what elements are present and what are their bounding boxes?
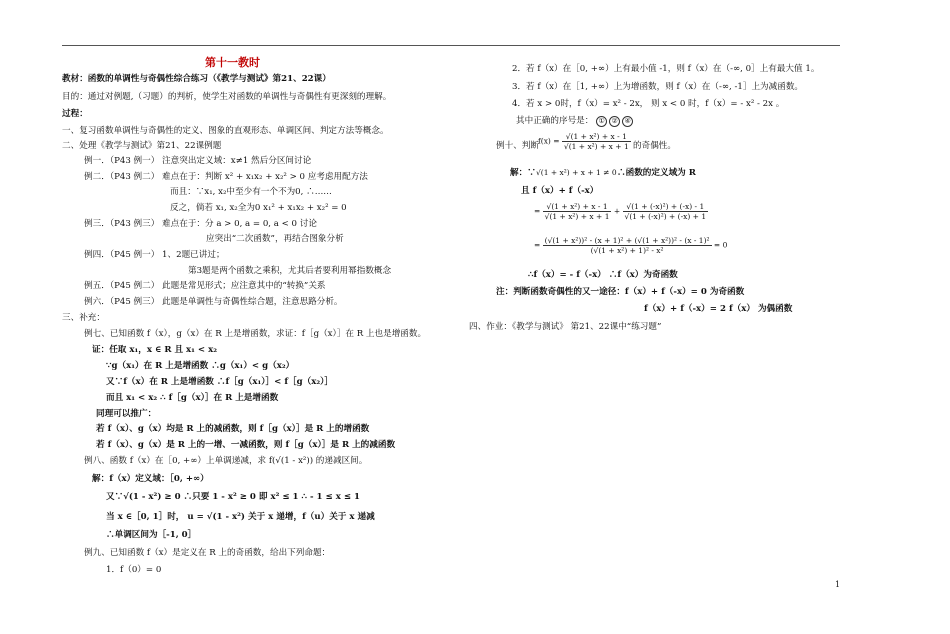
- line-purpose: 目的：通过对例题,（习题）的判析，使学生对函数的单调性与奇偶性有更深刻的理解。: [62, 92, 392, 102]
- sum-fraction-a: [543, 202, 612, 221]
- example-3-note: 应突出“二次函数”，再结合图象分析: [206, 234, 344, 244]
- note-odd: 注：判断函数奇偶性的又一途径：f（x）+ f（-x）= 0 为奇函数: [496, 287, 745, 297]
- example-10-label: 例十、判断: [496, 141, 539, 151]
- example-10-tail: 的奇偶性。: [633, 141, 676, 151]
- f-def: f(x) =: [538, 136, 562, 146]
- generalize: 同理可以推广：: [96, 409, 157, 419]
- example-4-note: 第3题是两个函数之乘积，尤其后者要利用幂指数概念: [188, 266, 392, 276]
- proof-step-1: ∵g（x₁）在 R 上是增函数 ∴g（x₁）< g（x₂）: [106, 361, 295, 371]
- example-7: 例七、已知函数 f（x），g（x）在 R 上是增函数，求证：f［g（x）］在 R 上也是增函数。: [84, 329, 427, 339]
- note-even: f（x）+ f（-x）= 2 f（x） 为偶函数: [644, 304, 793, 314]
- homework: 四、作业：《教学与测试》 第21、22课中“练习题”: [469, 322, 662, 332]
- answer-1: ①: [596, 116, 607, 127]
- example-4: 例四．（P45 例一） 1、2题已讲过；: [84, 250, 225, 260]
- line-section1: 一、复习函数单调性与奇偶性的定义、图象的直观形态、单调区间、判定方法等概念。: [62, 126, 389, 136]
- example-2: 例二．（P43 例二） 难点在于：判断 x² + x₁x₂ + x₂² > 0 应考虑用配方法: [84, 172, 368, 182]
- page-number: 1: [835, 580, 841, 589]
- header-rule: [62, 45, 840, 46]
- solution-10-start: 解：∵: [510, 168, 536, 178]
- proof-step-3: 而且 x₁ < x₂ ∴ f［g（x）］在 R 上是增函数: [106, 393, 279, 403]
- domain-statement: ∴函数的定义域为 R: [617, 168, 696, 178]
- combined-num: (√(1 + x²))² - (x + 1)² + (√(1 + x²))² - (x - 1)²: [544, 236, 710, 245]
- combined-fraction: [543, 236, 712, 255]
- example-6: 例六．（P45 例三） 此题是单调性与奇偶性综合题，注意思路分析。: [84, 297, 343, 307]
- solution-8-result: ∴单调区间为［-1, 0］: [106, 530, 197, 540]
- line-section2: 二、处理《教学与测试》第21、22课例题: [62, 141, 222, 151]
- example-9-item-2: 2．若 f（x）在［0, +∞）上有最小值 -1，则 f（x）在（-∞, 0］上有最大值 1。: [512, 64, 820, 74]
- sum-a-num: √(1 + x²) + x - 1: [543, 202, 612, 212]
- example-9-item-4: 4．若 x > 0时，f（x）= x² - 2x， 则 x < 0 时，f（x）= - x² - 2x 。: [512, 99, 785, 109]
- answer-4: ④: [622, 116, 633, 127]
- example-9-item-3: 3．若 f（x）在［1, +∞）上为增函数，则 f（x）在（-∞, -1］上为减函数。: [512, 82, 804, 92]
- domain-condition: √(1 + x²) + x + 1 ≠ 0: [536, 168, 617, 177]
- sum-b-num: √(1 + (-x)²) + (-x) - 1: [623, 202, 709, 212]
- sum-fraction-b: [623, 202, 709, 221]
- f-denominator: √(1 + x²) + x + 1: [563, 142, 629, 151]
- combined-expression: = $\frac{\text{(√(1 + x²))² - (x + 1)² + (√(1 + x²))² - (x - 1)²}}{\text{(√(1 + x²) + 1)² - x²}}$ = 0: [534, 236, 728, 255]
- example-5: 例五．（P45 例二） 此题是常见形式；应注意其中的“转换”关系: [84, 281, 326, 291]
- example-3: 例三．（P43 例三） 难点在于：分 a > 0, a = 0, a < 0 讨论: [84, 219, 317, 229]
- sum-expression: = $\frac{\text{√(1 + x²) + x - 1}}{\text{√(1 + x²) + x + 1}}$ + $\frac{\text{√(1 + (-x)²) + (-x) - 1}}{\text{√(1 + (-x)²) + (-x) + 1}}$: [534, 202, 707, 221]
- line-material: 教材：函数的单调性与奇偶性综合练习（《教学与测试》第21、22课）: [62, 74, 331, 84]
- example-9: 例九、已知函数 f（x）是定义在 R 上的奇函数，给出下列命题：: [84, 548, 331, 558]
- f-fraction: [562, 132, 631, 151]
- solution-8-step-2: 当 x ∈［0, 1］时， u = √(1 - x²) 关于 x 递增，f（u）关于 x 递减: [106, 512, 375, 522]
- correct-answers: [596, 116, 635, 126]
- line-section3: 三、补充：: [62, 313, 105, 323]
- odd-conclusion: ∴f（x）= - f（-x） ∴f（x）为奇函数: [528, 270, 678, 280]
- generalize-1: 若 f（x）、g（x）均是 R 上的减函数，则 f［g（x）］是 R 上的增函数: [96, 424, 370, 434]
- example-2-note-a: 而且：∵x₁, x₂中至少有一个不为0, ∴……: [170, 187, 332, 197]
- equals-zero: = 0: [713, 240, 728, 250]
- sum-a-den: √(1 + x²) + x + 1: [544, 212, 610, 221]
- sum-b-den: √(1 + (-x)²) + (-x) + 1: [624, 212, 707, 221]
- combined-den: (√(1 + x²) + 1)² - x²: [590, 246, 664, 255]
- example-8: 例八、函数 f（x）在［0, +∞）上单调递减，求 f(√(1 - x²)) 的递减区间。: [84, 456, 368, 466]
- page-title: 第十一教时: [205, 56, 260, 69]
- correct-label: [516, 116, 635, 127]
- sum-statement: 且 f（x）+ f（-x）: [521, 186, 599, 196]
- solution-8-domain: 解：f（x）定义域：［0, +∞）: [92, 474, 209, 484]
- solution-8-step-1: 又∵√(1 - x²) ≥ 0 ∴只要 1 - x² ≥ 0 即 x² ≤ 1 ∴ - 1 ≤ x ≤ 1: [106, 492, 360, 502]
- proof-start: 证：任取 x₁，x ∈ R 且 x₁ < x₂: [92, 345, 217, 355]
- f-numerator: √(1 + x²) + x - 1: [562, 132, 631, 142]
- example-9-item-1: 1．f（0）= 0: [106, 565, 162, 575]
- line-process: 过程：: [62, 109, 88, 119]
- example-1: 例一．（P43 例一） 注意突出定义域：x≠1 然后分区间讨论: [84, 156, 312, 166]
- example-2-note-b: 反之，倘若 x₁, x₂全为0 x₁² + x₁x₂ + x₂² = 0: [170, 203, 347, 213]
- generalize-2: 若 f（x）、g（x）是 R 上的一增、一减函数，则 f［g（x）］是 R 上的减函数: [96, 440, 396, 450]
- example-10-formula: [538, 132, 631, 151]
- proof-step-2: 又∵f（x）在 R 上是增函数 ∴f［g（x₁）］< f［g（x₂）］: [106, 377, 333, 387]
- correct-label-text: 其中正确的序号是：: [516, 116, 594, 126]
- answer-2: ②: [609, 116, 620, 127]
